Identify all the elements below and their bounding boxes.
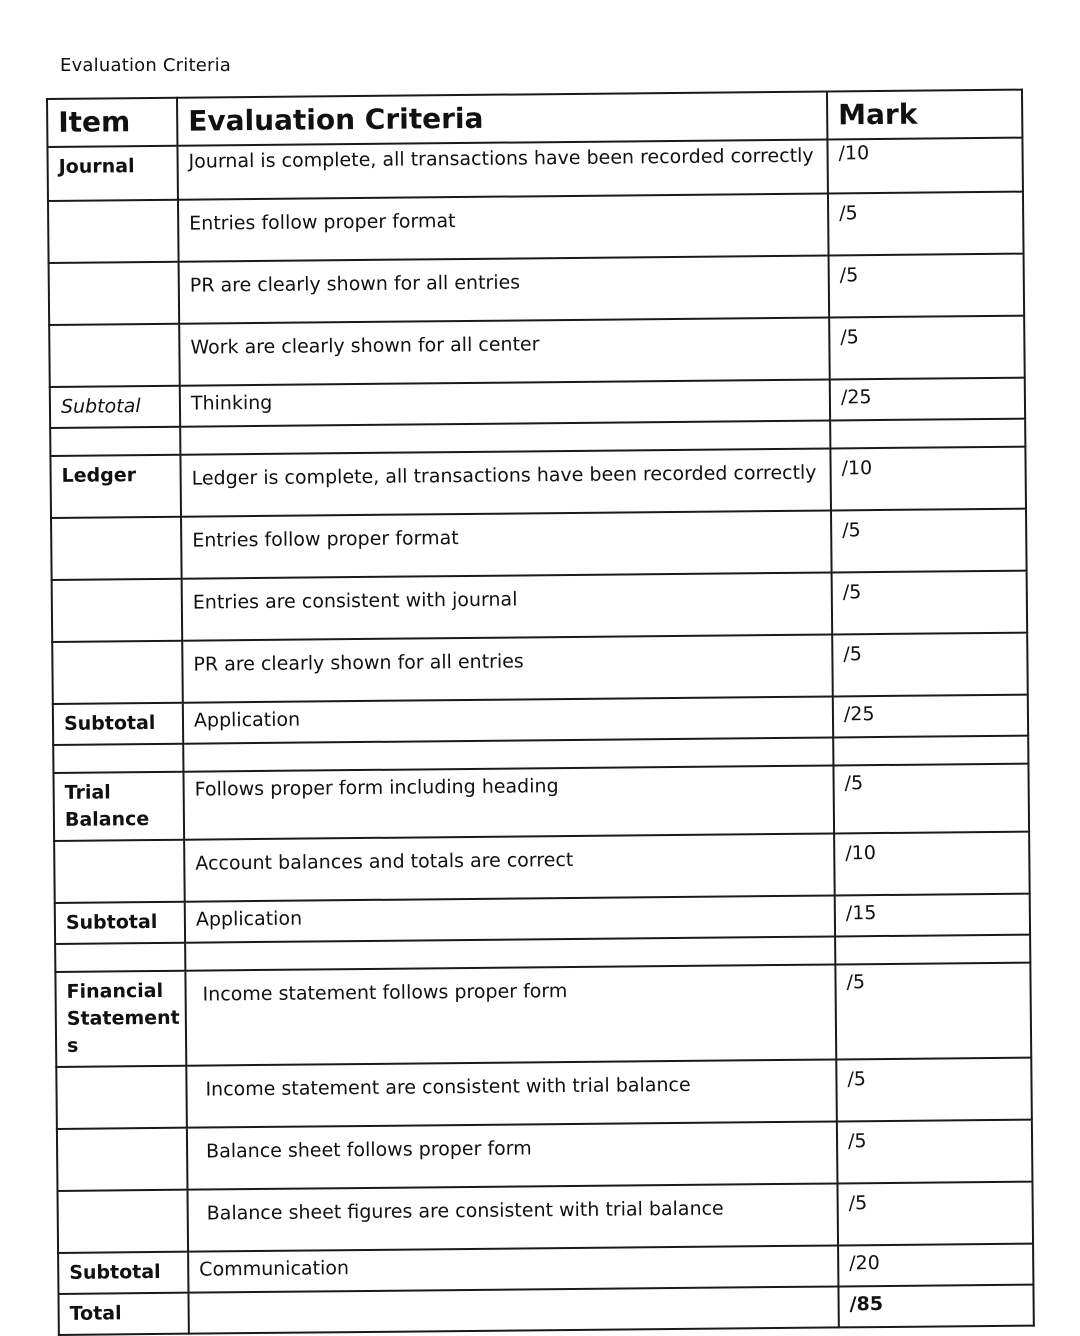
subtotal-mark: /25: [830, 378, 1025, 421]
criteria-cell: Income statement are consistent with trial balance: [186, 1059, 837, 1127]
table-row: [49, 254, 1025, 325]
total-mark: /85: [838, 1285, 1033, 1328]
mark-cell: /10: [827, 138, 1023, 194]
mark-cell: /5: [831, 509, 1027, 573]
item-fs-line2: Statement: [66, 1006, 180, 1030]
mark-cell: /10: [830, 447, 1026, 511]
item-cell-empty: [57, 1190, 188, 1253]
item-cell-empty: [52, 641, 183, 704]
item-trial-balance: [53, 772, 184, 841]
subtotal-label: Subtotal: [53, 703, 183, 745]
item-cell-empty: [56, 1066, 187, 1129]
criteria-cell: Income statement follows proper form: [185, 964, 836, 1065]
mark-cell: /5: [837, 1182, 1033, 1246]
criteria-cell: Work are clearly shown for all center: [179, 317, 830, 385]
header-criteria: Evaluation Criteria: [177, 92, 827, 146]
subtotal-category: Thinking: [180, 379, 830, 426]
mark-cell: /5: [832, 633, 1028, 697]
criteria-cell: Balance sheet follows proper form: [187, 1121, 838, 1189]
item-trial-balance-line2: Balance: [64, 808, 150, 831]
mark-cell: /5: [833, 764, 1029, 834]
criteria-cell: Entries are consistent with journal: [182, 572, 833, 640]
item-cell-empty: [54, 840, 185, 903]
item-cell-empty: [52, 579, 183, 642]
table-row: [48, 192, 1024, 263]
criteria-cell: PR are clearly shown for all entries: [182, 634, 833, 702]
subtotal-category: Application: [183, 696, 833, 743]
mark-cell: /5: [836, 1058, 1032, 1122]
criteria-cell: Journal is complete, all transactions have been recorded correctly: [177, 140, 827, 200]
item-fs-line3: s: [66, 1034, 79, 1057]
table-row: [57, 1120, 1033, 1191]
criteria-cell: Balance sheet figures are consistent with trial balance: [187, 1183, 838, 1251]
table-row: [51, 509, 1027, 580]
table-row: [50, 447, 1026, 518]
table-row: [49, 316, 1025, 387]
criteria-cell: Entries follow proper format: [178, 193, 829, 261]
item-cell-empty: [49, 324, 180, 387]
table-row: [56, 1058, 1032, 1129]
criteria-cell: Follows proper form including heading: [183, 765, 834, 839]
total-label: Total: [58, 1293, 188, 1335]
item-cell-empty: [57, 1128, 188, 1191]
mark-cell: /5: [837, 1120, 1033, 1184]
item-financial-statements: [55, 971, 186, 1067]
table-row: [52, 571, 1028, 642]
mark-cell: /5: [828, 192, 1024, 256]
item-ledger: Ledger: [50, 455, 181, 518]
mark-cell: /5: [829, 254, 1025, 318]
mark-cell: /5: [832, 571, 1028, 635]
subtotal-category: Application: [185, 895, 835, 942]
subtotal-label: Subtotal: [58, 1252, 188, 1294]
criteria-cell: Account balances and totals are correct: [184, 833, 835, 901]
subtotal-mark: /15: [835, 894, 1030, 937]
table-row: [47, 138, 1022, 201]
table-row: [53, 764, 1029, 841]
subtotal-category: Communication: [188, 1245, 838, 1292]
item-cell-empty: [48, 200, 179, 263]
mark-cell: /5: [835, 963, 1031, 1060]
criteria-cell: Entries follow proper format: [181, 510, 832, 578]
table-row: [52, 633, 1028, 704]
mark-cell: /5: [829, 316, 1025, 380]
item-fs-line1: Financial: [66, 979, 164, 1003]
page-caption: Evaluation Criteria: [60, 55, 232, 76]
subtotal-mark: /25: [833, 695, 1028, 738]
table-row: [54, 832, 1030, 903]
total-criteria-empty: [188, 1286, 838, 1333]
item-cell-empty: [51, 517, 182, 580]
item-trial-balance-line1: Trial: [64, 781, 111, 804]
evaluation-sheet: [46, 88, 1048, 1335]
mark-cell: /10: [834, 832, 1030, 896]
total-row: [58, 1285, 1033, 1335]
subtotal-label: Subtotal: [55, 902, 185, 944]
subtotal-label: Subtotal: [50, 386, 180, 428]
evaluation-table: [46, 89, 1035, 1336]
criteria-cell: PR are clearly shown for all entries: [179, 255, 830, 323]
item-journal: Journal: [47, 146, 178, 201]
header-mark: Mark: [827, 90, 1022, 140]
subtotal-mark: /20: [838, 1244, 1033, 1287]
criteria-cell: Ledger is complete, all transactions have been recorded correctly: [180, 448, 831, 516]
table-row: [55, 963, 1031, 1067]
table-row: [57, 1182, 1033, 1253]
item-cell-empty: [49, 262, 180, 325]
header-item: Item: [47, 98, 177, 147]
